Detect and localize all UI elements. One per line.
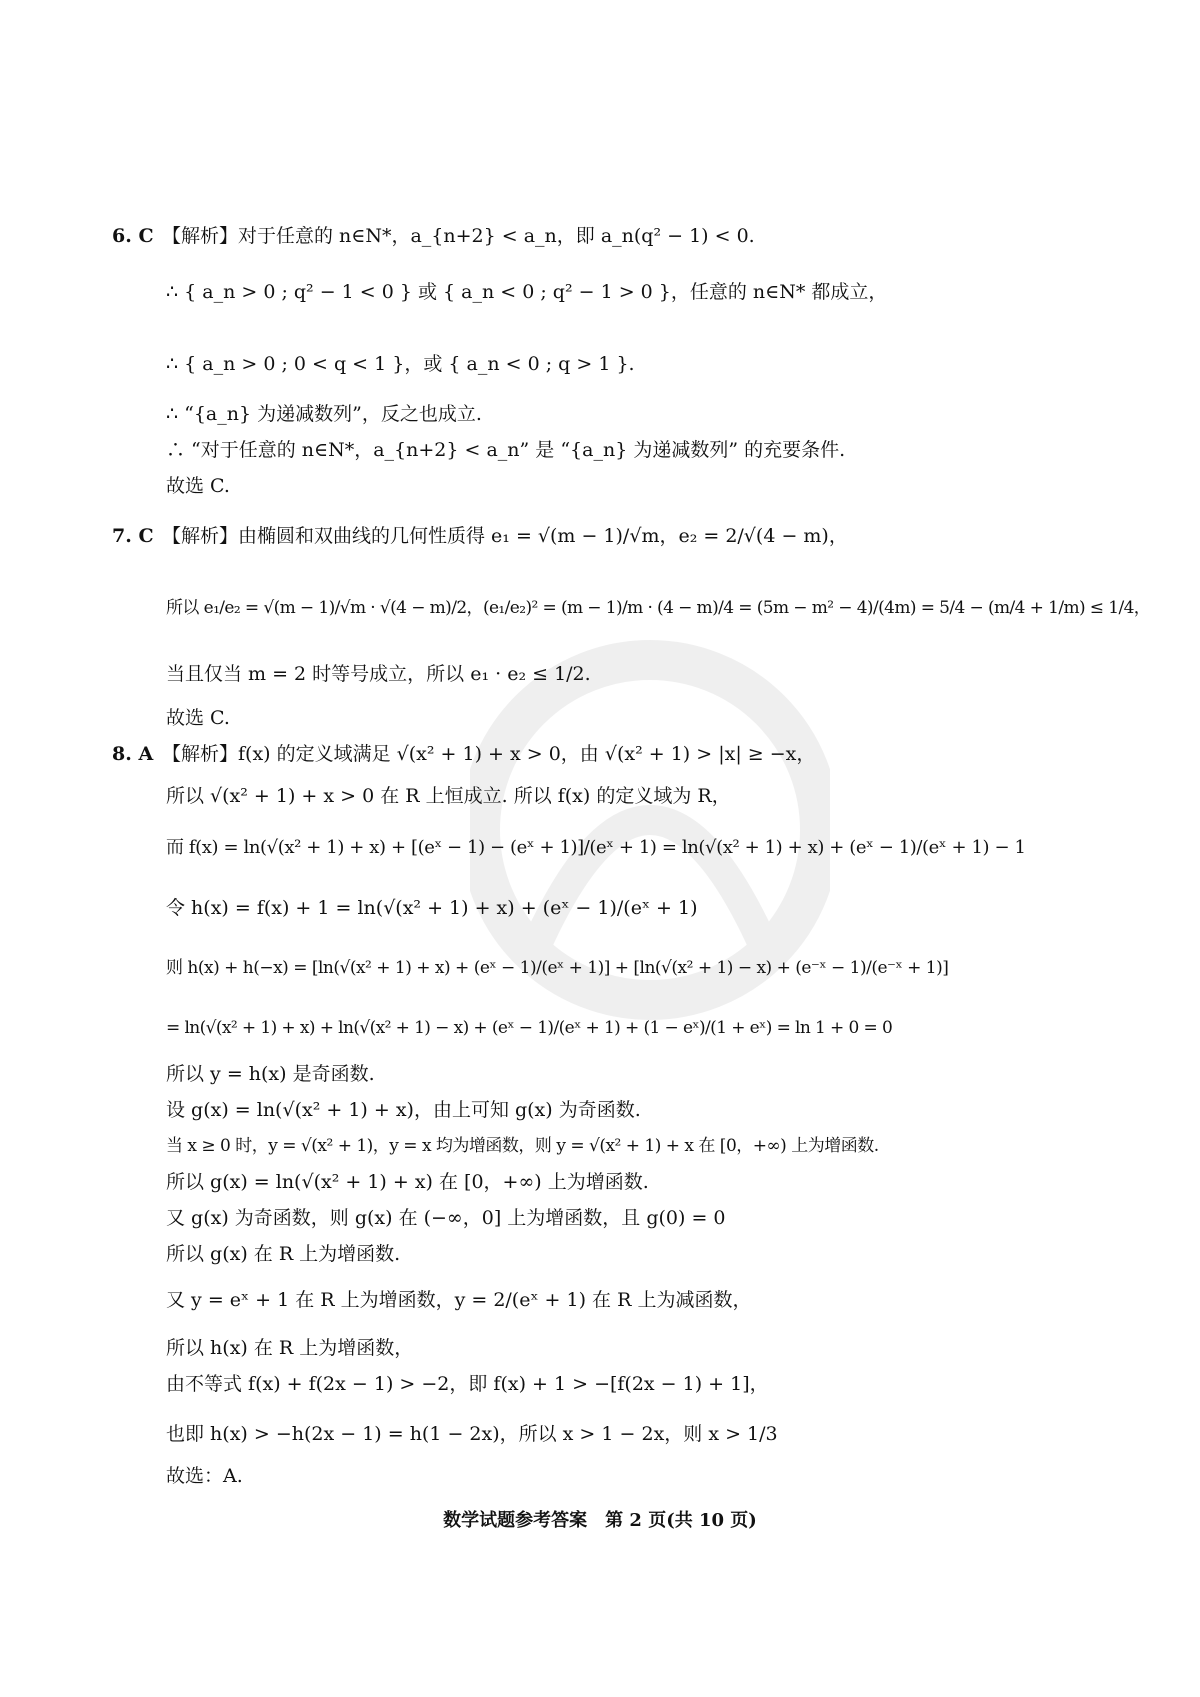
q6-label: 6. C bbox=[112, 225, 154, 247]
q8-line-12: 所以 g(x) 在 R 上为增函数. bbox=[166, 1243, 401, 1265]
q7-label: 7. C bbox=[112, 525, 154, 547]
page-footer: 数学试题参考答案 第 2 页(共 10 页) bbox=[443, 1510, 757, 1531]
q8-line-13: 又 y = eˣ + 1 在 R 上为增函数，y = 2/(eˣ + 1) 在 R 上为减函数， bbox=[166, 1289, 752, 1311]
q8-line-14: 所以 h(x) 在 R 上为增函数， bbox=[166, 1337, 414, 1359]
q8-line-11: 又 g(x) 为奇函数，则 g(x) 在 (−∞，0] 上为增函数，且 g(0) = 0 bbox=[166, 1207, 726, 1229]
q6-line-3: ∴ { a_n > 0 ; 0 < q < 1 }，或 { a_n < 0 ; q > 1 }. bbox=[166, 353, 635, 375]
q8-line-5: 则 h(x) + h(−x) = [ln(√(x² + 1) + x) + (eˣ − 1)/(eˣ + 1)] + [ln(√(x² + 1) − x) + (e⁻ˣ − 1)/(e⁻ˣ + 1)] bbox=[166, 958, 949, 978]
q8-line-16: 也即 h(x) > −h(2x − 1) = h(1 − 2x)，所以 x > 1 − 2x，则 x > 1/3 bbox=[166, 1423, 778, 1445]
q7-line-1: 【解析】由椭圆和双曲线的几何性质得 e₁ = √(m − 1)/√m，e₂ = 2/√(4 − m)， bbox=[162, 525, 848, 547]
q6-line-1: 【解析】对于任意的 n∈N*，a_{n+2} < a_n，即 a_n(q² − 1) < 0. bbox=[162, 225, 755, 247]
q7-line-4: 故选 C. bbox=[166, 707, 230, 729]
q8-line-1: 【解析】f(x) 的定义域满足 √(x² + 1) + x > 0，由 √(x² + 1) > |x| ≥ −x， bbox=[162, 743, 816, 765]
q8-line-15: 由不等式 f(x) + f(2x − 1) > −2，即 f(x) + 1 > −[f(2x − 1) + 1]， bbox=[166, 1373, 769, 1395]
q6-line-5: ∴ “对于任意的 n∈N*，a_{n+2} < a_n” 是 “{a_n} 为递减数列” 的充要条件. bbox=[166, 439, 846, 461]
q8-line-7: 所以 y = h(x) 是奇函数. bbox=[166, 1063, 375, 1085]
q7-line-2: 所以 e₁/e₂ = √(m − 1)/√m · √(4 − m)/2，(e₁/e₂)² = (m − 1)/m · (4 − m)/4 = (5m − m² − 4)/(4m) = 5/4 − (m/4 + 1/m) ≤ 1/4， bbox=[166, 598, 1151, 618]
q8-line-17: 故选：A. bbox=[166, 1465, 243, 1487]
q6-line-2: ∴ { a_n > 0 ; q² − 1 < 0 } 或 { a_n < 0 ; q² − 1 > 0 }，任意的 n∈N* 都成立， bbox=[166, 281, 888, 303]
q8-line-2: 所以 √(x² + 1) + x > 0 在 R 上恒成立. 所以 f(x) 的定义域为 R， bbox=[166, 785, 731, 807]
q8-line-8: 设 g(x) = ln(√(x² + 1) + x)，由上可知 g(x) 为奇函数. bbox=[166, 1099, 641, 1121]
q8-line-4: 令 h(x) = f(x) + 1 = ln(√(x² + 1) + x) + (eˣ − 1)/(eˣ + 1) bbox=[166, 897, 698, 919]
q8-line-9: 当 x ≥ 0 时，y = √(x² + 1)，y = x 均为增函数，则 y = √(x² + 1) + x 在 [0，+∞) 上为增函数. bbox=[166, 1136, 879, 1156]
q6-line-4: ∴ “{a_n} 为递减数列”，反之也成立. bbox=[166, 403, 482, 425]
q6-line-6: 故选 C. bbox=[166, 475, 230, 497]
q7-line-3: 当且仅当 m = 2 时等号成立，所以 e₁ · e₂ ≤ 1/2. bbox=[166, 663, 591, 685]
q8-label: 8. A bbox=[112, 743, 154, 765]
q8-line-3: 而 f(x) = ln(√(x² + 1) + x) + [(eˣ − 1) − (eˣ + 1)]/(eˣ + 1) = ln(√(x² + 1) + x) + (eˣ − 1)/(eˣ + 1) − 1 bbox=[166, 837, 1026, 858]
q8-line-6: = ln(√(x² + 1) + x) + ln(√(x² + 1) − x) + (eˣ − 1)/(eˣ + 1) + (1 − eˣ)/(1 + eˣ) = ln 1 + 0 = 0 bbox=[166, 1018, 893, 1038]
q8-line-10: 所以 g(x) = ln(√(x² + 1) + x) 在 [0，+∞) 上为增函数. bbox=[166, 1171, 649, 1193]
